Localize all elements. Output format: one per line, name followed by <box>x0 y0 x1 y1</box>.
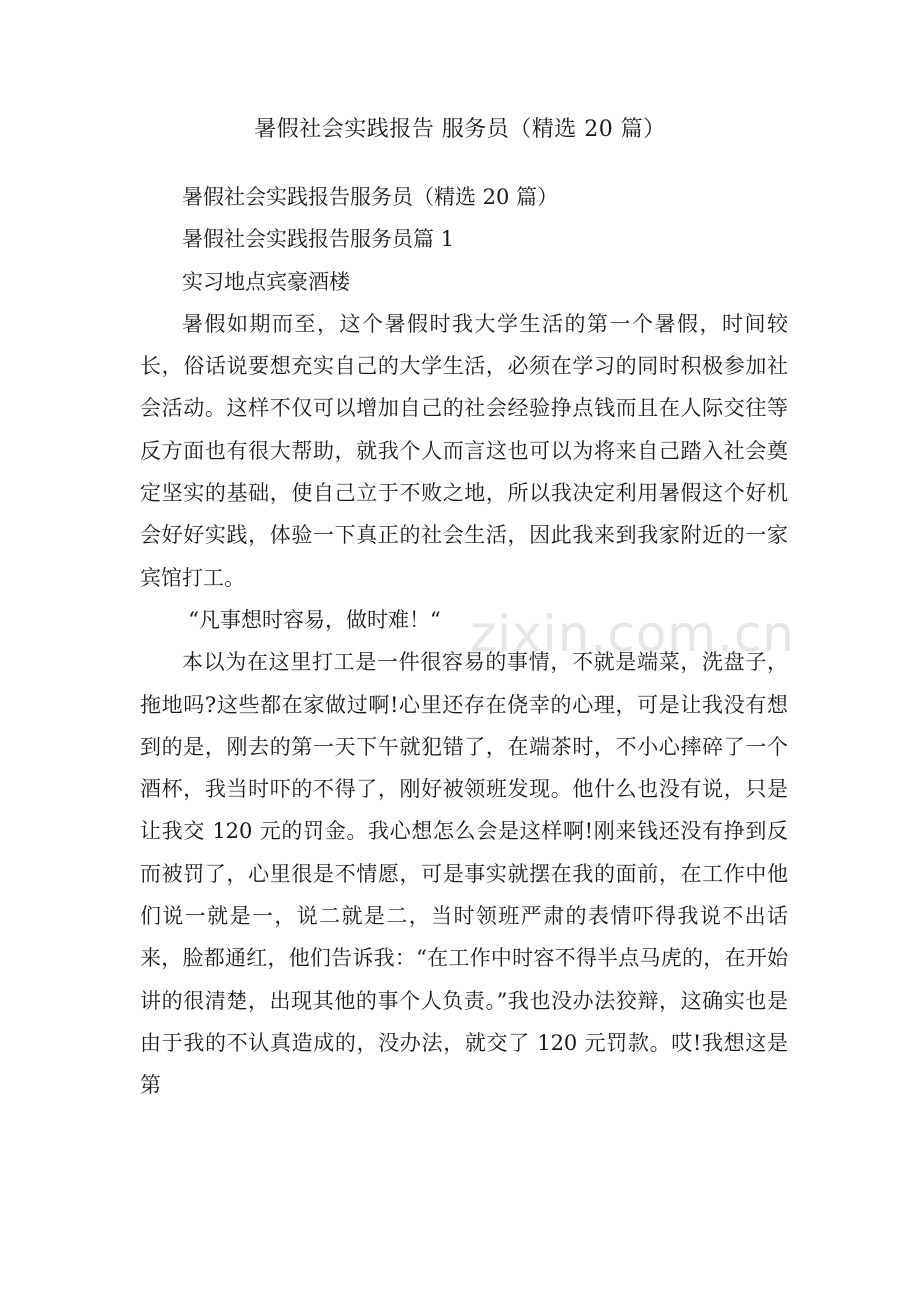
subtitle-paragraph: 暑假社会实践报告服务员（精选 20 篇） <box>182 185 559 209</box>
watermark-text: zixin.com.cn <box>470 605 796 663</box>
document-body <box>140 176 788 1107</box>
section-heading: 暑假社会实践报告服务员篇 1 <box>182 227 455 252</box>
document-title: 暑假社会实践报告 服务员（精选 20 篇） <box>254 117 666 142</box>
intro-paragraph: 暑假如期而至，这个暑假时我大学生活的第一个暑假，时间较长，俗话说要想充实自己的大学生活，必须在学习的同时积极参加社会活动。这样不仅可以增加自己的社会经验挣点钱而且在人际交往等反方面也有很大帮助，就我个人而言这也可以为将来自己踏入社会奠定坚实的基础，使自己立于不败之地，所以我决定利用暑假这个好机会好好实践，体验一下真正的社会生活，因此我来到我家附近的一家宾馆打工。 <box>140 311 788 590</box>
story-paragraph: 本以为在这里打工是一件很容易的事情，不就是端菜，洗盘子，拖地吗?这些都在家做过啊!心里还存在侥幸的心理，可是让我没有想到的是，刚去的第一天下午就犯错了，在端茶时，不小心摔碎了一个酒杯，我当时吓的不得了，刚好被领班发现。他什么也没有说，只是让我交 120 元的罚金。我心想怎么会是这样啊!刚来钱还没有挣到反而被罚了，心里很是不情愿，可是事实就摆在我的面前，在工作中他们说一就是一，说二就是二，当时领班严肃的表情吓得我说不出话来，脸都通红，他们告诉我：“在工作中时容不得半点马虎的，在开始讲的很清楚，出现其他的事个人负责。”我也没办法狡辩，这确实也是由于我的不认真造成的，没办法，就交了 120 元罚款。哎!我想这是第 <box>140 650 788 1098</box>
quote-paragraph: “凡事想时容易，做时难！“ <box>188 607 441 632</box>
location-paragraph: 实习地点宾豪酒楼 <box>182 269 350 294</box>
